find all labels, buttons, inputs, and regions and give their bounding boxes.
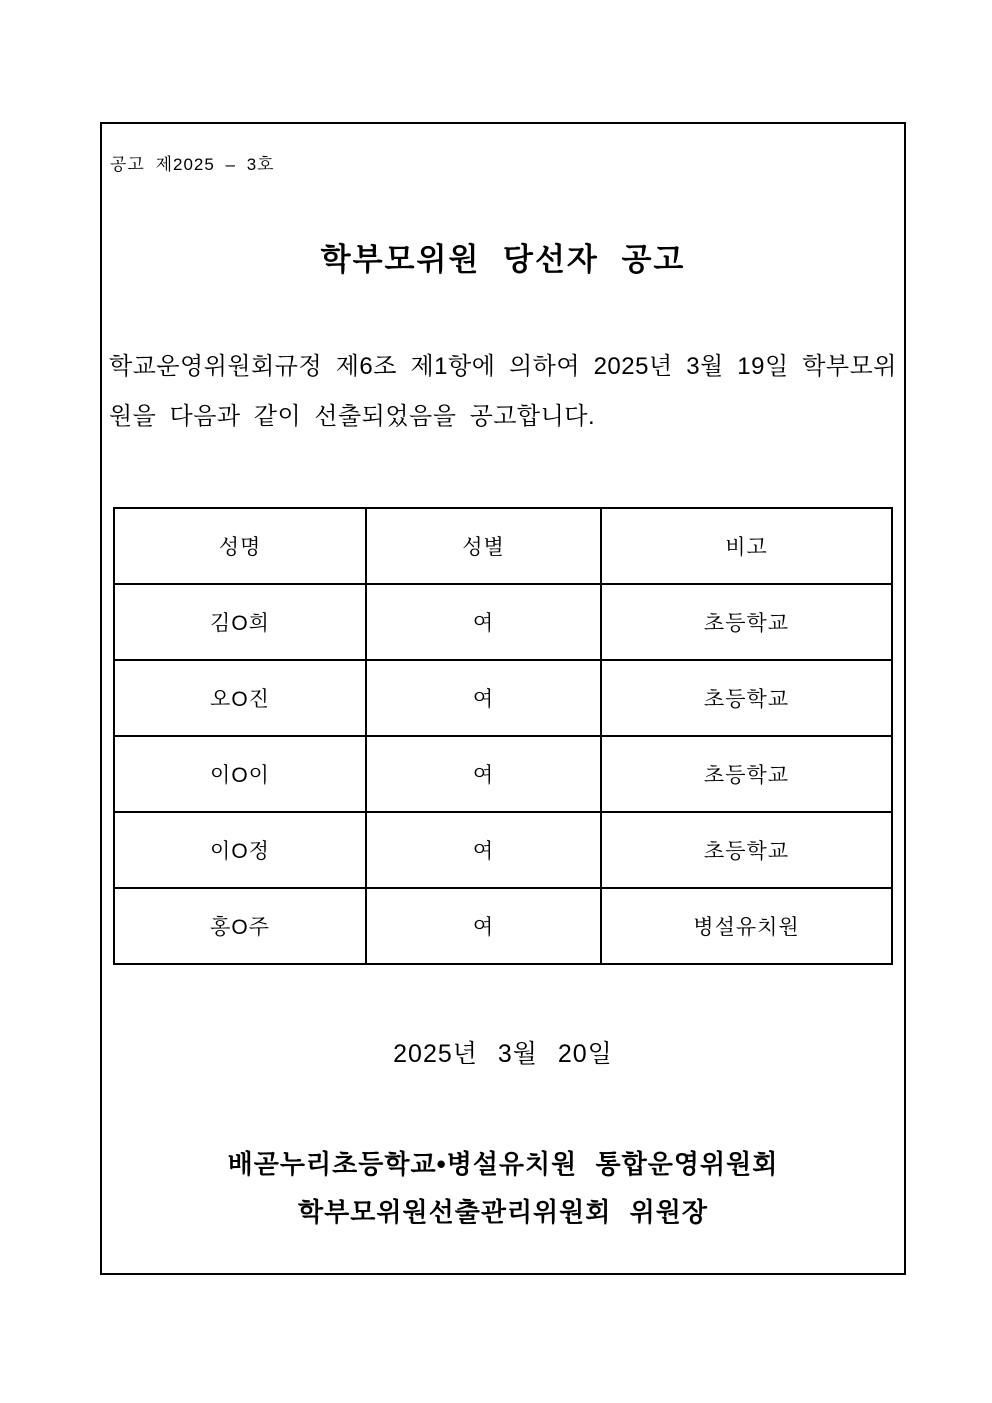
- column-header-gender: 성별: [366, 508, 601, 584]
- elected-members-table: [113, 507, 893, 965]
- table-header-row: [114, 508, 892, 584]
- signature-chairperson: 학부모위원선출관리위원회 위원장: [298, 1197, 708, 1227]
- announcement-date: 2025년 3월 20일: [393, 1040, 613, 1068]
- table-cell: 여: [366, 888, 601, 964]
- table-cell: 여: [366, 660, 601, 736]
- table-cell: 병설유치원: [601, 888, 892, 964]
- table-cell: 여: [366, 812, 601, 888]
- table-cell: 초등학교: [601, 736, 892, 812]
- document-border-frame: [100, 122, 906, 1275]
- table-cell: 김O희: [114, 584, 366, 660]
- table-row: [114, 584, 892, 660]
- table-cell: 초등학교: [601, 812, 892, 888]
- column-header-remarks: 비고: [601, 508, 892, 584]
- announcement-number: 공고 제2025 – 3호: [110, 155, 275, 174]
- table-cell: 오O진: [114, 660, 366, 736]
- announcement-body: [109, 342, 897, 442]
- column-header-name: 성명: [114, 508, 366, 584]
- body-text-line-1: 학교운영위원회규정 제6조 제1항에 의하여 2025년 3월 19일 학부모위: [109, 353, 897, 380]
- body-text-line-2: 원을 다음과 같이 선출되었음을 공고합니다.: [109, 403, 596, 430]
- table-cell: 이O이: [114, 736, 366, 812]
- table-row: [114, 812, 892, 888]
- document-title: 학부모위원 당선자 공고: [320, 242, 686, 277]
- signature-organization: 배곧누리초등학교•병설유치원 통합운영위원회: [227, 1149, 779, 1179]
- signature-block: [102, 1140, 904, 1236]
- table-cell: 초등학교: [601, 660, 892, 736]
- table-cell: 여: [366, 736, 601, 812]
- table-cell: 여: [366, 584, 601, 660]
- table-row: [114, 660, 892, 736]
- table-row: [114, 888, 892, 964]
- results-table-body: [114, 584, 892, 964]
- table-cell: 이O정: [114, 812, 366, 888]
- table-cell: 초등학교: [601, 584, 892, 660]
- table-cell: 홍O주: [114, 888, 366, 964]
- table-row: [114, 736, 892, 812]
